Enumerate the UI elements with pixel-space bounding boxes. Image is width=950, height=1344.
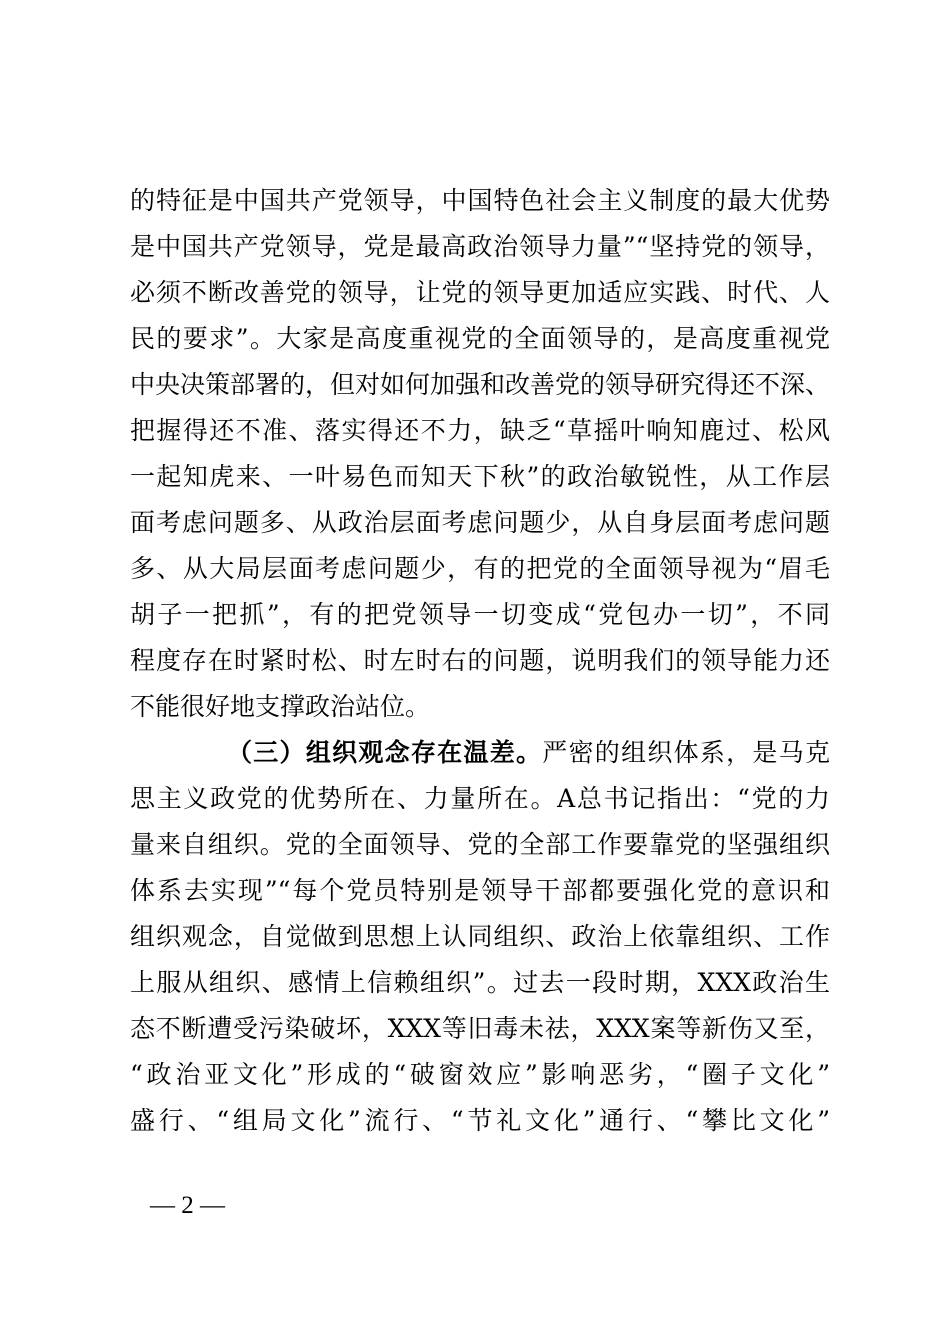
text-line: 面考虑问题多、从政治层面考虑问题少，从自身层面考虑问题 [130, 508, 830, 537]
text-line: 体系去实现”“每个党员特别是领导干部都要强化党的意识和 [130, 876, 830, 905]
text-line: 上服从组织、感情上信赖组织”。过去一段时期，XXX政治生 [130, 968, 830, 997]
text-line: 一起知虎来、一叶易色而知天下秋”的政治敏锐性，从工作层 [130, 462, 830, 491]
text-line: 思主义政党的优势所在、力量所在。A总书记指出：“党的力 [130, 784, 830, 813]
text-line: 必须不断改善党的领导，让党的领导更加适应实践、时代、人 [130, 278, 830, 307]
text-span: 严密的组织体系，是马克 [542, 738, 830, 767]
text-line: 多、从大局层面考虑问题少，有的把党的全面领导视为“眉毛 [130, 554, 830, 583]
text-line: 不能很好地支撑政治站位。 [130, 692, 431, 721]
text-line: 把握得还不准、落实得还不力，缺乏“草摇叶响知鹿过、松风 [130, 416, 830, 445]
text-line: 是中国共产党领导，党是最高政治领导力量”“坚持党的领导， [130, 232, 830, 261]
text-line: “政治亚文化”形成的“破窗效应”影响恶劣，“圈子文化” [130, 1060, 830, 1089]
text-line: 程度存在时紧时松、时左时右的问题，说明我们的领导能力还 [130, 646, 830, 675]
text-line: 的特征是中国共产党领导，中国特色社会主义制度的最大优势 [130, 186, 830, 215]
text-line: 组织观念，自觉做到思想上认同组织、政治上依靠组织、工作 [130, 922, 830, 951]
text-line: 中央决策部署的，但对如何加强和改善党的领导研究得还不深、 [130, 370, 831, 399]
text-line: 量来自组织。党的全面领导、党的全部工作要靠党的坚强组织 [130, 830, 830, 859]
paragraph-first-line [130, 733, 830, 773]
page-number: — 2 — [150, 1192, 225, 1219]
text-line: 态不断遭受污染破坏，XXX等旧毒未祛，XXX案等新伤又至， [130, 1014, 830, 1043]
text-line: 盛行、“组局文化”流行、“节礼文化”通行、“攀比文化” [130, 1106, 830, 1135]
text-line: 胡子一把抓”，有的把党领导一切变成“党包办一切”，不同 [130, 600, 830, 629]
text-line: 民的要求”。大家是高度重视党的全面领导的，是高度重视党 [130, 324, 830, 353]
section-heading: （三）组织观念存在温差。 [227, 738, 543, 767]
